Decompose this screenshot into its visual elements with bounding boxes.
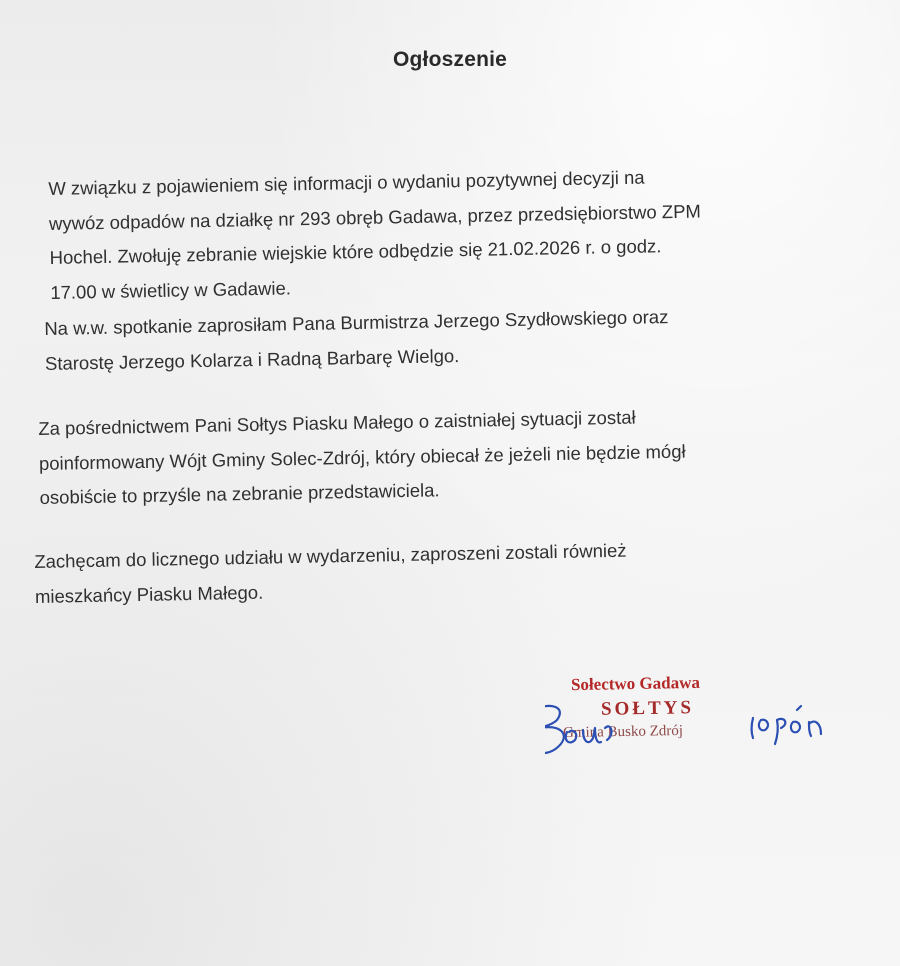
stamp-line-2: SOŁTYS	[600, 697, 695, 720]
paragraph-line: Za pośrednictwem Pani Sołtys Piasku Małego o zaistniałej sytuacji został	[38, 406, 636, 439]
paragraph-encouragement	[34, 534, 628, 614]
paragraph-line: Starostę Jerzego Kolarza i Radną Barbarę Wielgo.	[44, 344, 460, 374]
paragraph-line: osobiście to przyśle na zebranie przedstawiciela.	[39, 479, 440, 508]
paragraph-invited-officials	[44, 300, 669, 381]
paragraph-wojt-informed	[38, 400, 687, 516]
paragraph-line: W związku z pojawieniem się informacji o wydaniu pozytywnej decyzji na	[48, 166, 645, 199]
paragraph-line: mieszkańcy Piasku Małego.	[34, 581, 264, 607]
stamp-line-3: Gmina Busko Zdrój	[562, 722, 684, 742]
stamp-line-1: Sołectwo Gadawa	[570, 672, 701, 695]
document-title: Ogłoszenie	[392, 48, 508, 71]
paragraph-line: wywóz odpadów na działkę nr 293 obręb Gadawa, przez przedsiębiorstwo ZPM	[48, 199, 702, 234]
paragraph-line: Zachęcam do licznego udziału w wydarzeniu, zaproszeni zostali również	[34, 539, 627, 572]
handwritten-signature	[545, 668, 835, 778]
paragraph-meeting-notice	[48, 159, 702, 309]
paragraph-line: Na w.w. spotkanie zaprosiłam Pana Burmistrza Jerzego Szydłowskiego oraz	[44, 306, 669, 339]
paragraph-line: poinformowany Wójt Gminy Solec-Zdrój, który obiecał że jeżeli nie będzie mógł	[38, 440, 686, 474]
paragraph-line: Hochel. Zwołuję zebranie wiejskie które odbędzie się 21.02.2026 r. o godz.	[49, 235, 662, 268]
paragraph-line: 17.00 w świetlicy w Gadawie.	[50, 276, 292, 303]
official-stamp	[545, 668, 835, 778]
